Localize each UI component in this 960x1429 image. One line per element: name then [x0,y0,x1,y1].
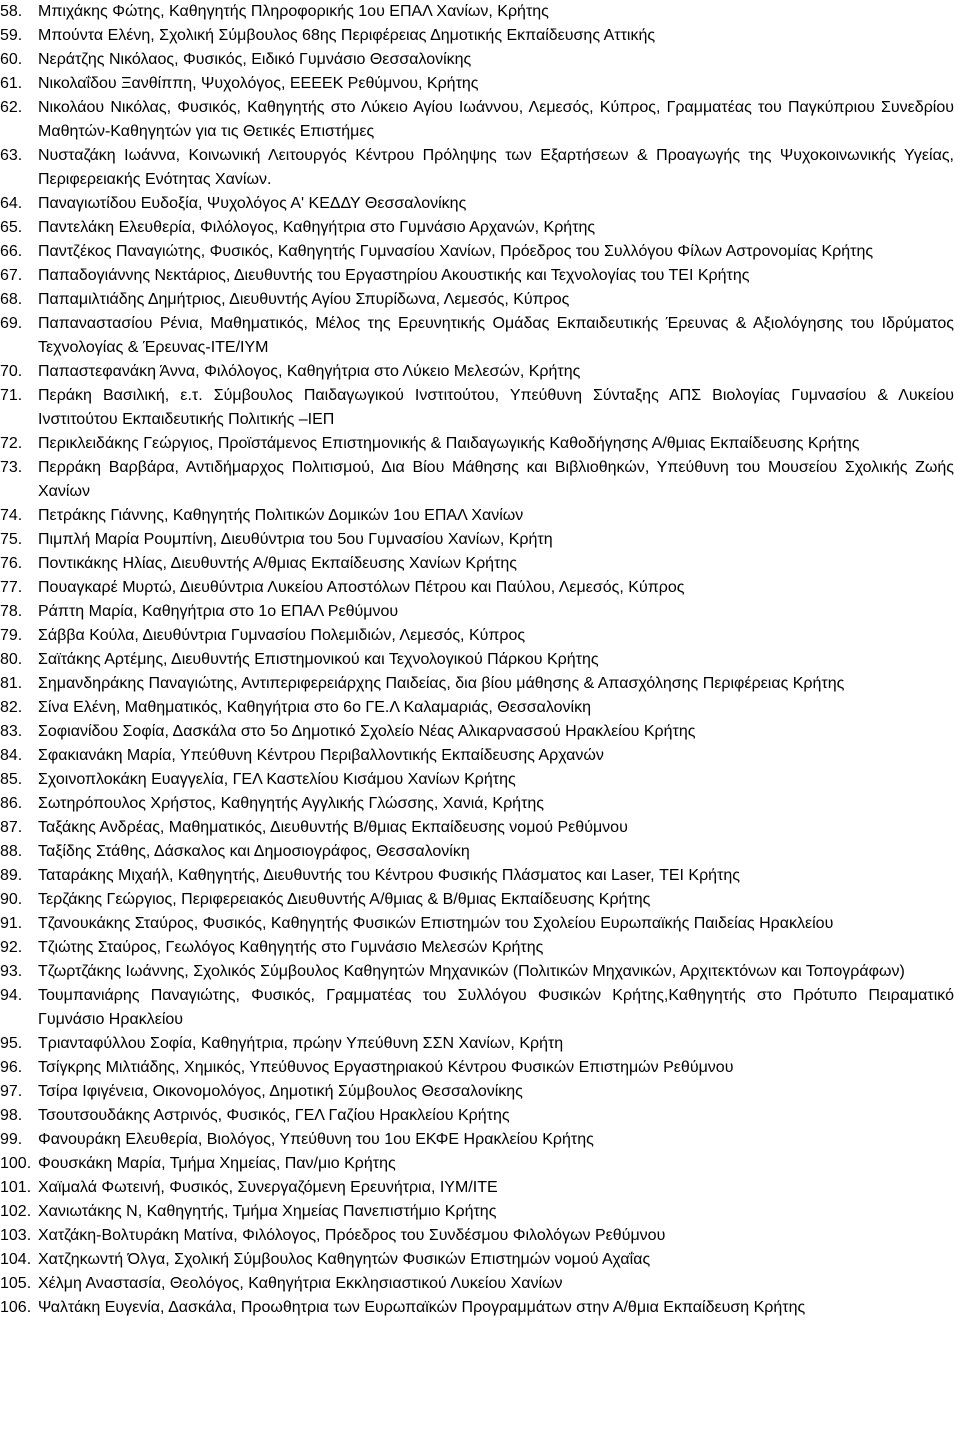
list-item [0,720,954,744]
list-item-text: Σοφιανίδου Σοφία, Δασκάλα στο 5ο Δημοτικό Σχολείο Νέας Αλικαρνασσού Ηρακλείου Κρήτης [38,723,696,740]
list-item-text: Χατζηκωντή Όλγα, Σχολική Σύμβουλος Καθηγητών Φυσικών Επιστημών νομού Αχαΐας [38,1251,651,1268]
list-item [0,744,954,768]
list-item [0,384,954,432]
list-item-number: 86. [0,795,23,812]
list-item [0,552,954,576]
list-item-number: 95. [0,1035,23,1052]
list-item [0,96,954,144]
list-item-text: Τζωρτζάκης Ιωάννης, Σχολικός Σύμβουλος Καθηγητών Μηχανικών (Πολιτικών Μηχανικών, Αρχιτεκτόνων και Τοπογράφων) [38,963,905,980]
list-item-number: 75. [0,531,23,548]
list-item [0,456,954,504]
list-item-text: Περράκη Βαρβάρα, Αντιδήμαρχος Πολιτισμού, Δια Βίου Μάθησης και Βιβλιοθηκών, Υπεύθυνη του Μουσείου Σχολικής Ζωής Χανίων [38,459,954,500]
list-item-text: Σχοινοπλοκάκη Ευαγγελία, ΓΕΛ Καστελίου Κισάμου Χανίων Κρήτης [38,771,516,788]
list-item [0,984,954,1032]
list-item [0,360,954,384]
list-item-number: 84. [0,747,23,764]
list-item [0,240,954,264]
list-item [0,936,954,960]
list-item-text: Τσίρα Ιφιγένεια, Οικονομολόγος, Δημοτική Σύμβουλος Θεσσαλονίκης [38,1083,523,1100]
list-item-number: 65. [0,219,23,236]
list-item [0,1032,954,1056]
list-item-number: 64. [0,195,23,212]
list-item-number: 106. [0,1299,32,1316]
list-item [0,1296,954,1320]
list-item-number: 105. [0,1275,32,1292]
list-item-text: Νικολάου Νικόλας, Φυσικός, Καθηγητής στο Λύκειο Αγίου Ιωάννου, Λεμεσός, Κύπρος, Γραμματέας του Παγκύπριου Συνεδρίου Μαθητών-Καθηγητών για τις Θετικές Επιστήμες [38,99,954,140]
list-item-number: 94. [0,987,23,1004]
list-item [0,504,954,528]
list-item-number: 99. [0,1131,23,1148]
list-item-number: 92. [0,939,23,956]
list-item-number: 67. [0,267,23,284]
list-item-text: Μπιχάκης Φώτης, Καθηγητής Πληροφορικής 1ου ΕΠΑΛ Χανίων, Κρήτης [38,3,549,20]
list-item-number: 61. [0,75,23,92]
list-item-number: 59. [0,27,23,44]
list-item-text: Ταξίδης Στάθης, Δάσκαλος και Δημοσιογράφος, Θεσσαλονίκη [38,843,470,860]
list-item-number: 102. [0,1203,32,1220]
list-item [0,960,954,984]
list-item-number: 89. [0,867,23,884]
list-item [0,1248,954,1272]
list-item-number: 79. [0,627,23,644]
list-item [0,48,954,72]
list-item-number: 77. [0,579,23,596]
list-item-number: 96. [0,1059,23,1076]
list-item-number: 90. [0,891,23,908]
list-item-number: 68. [0,291,23,308]
list-item [0,0,954,24]
list-item-text: Παπαμιλτιάδης Δημήτριος, Διευθυντής Αγίου Σπυρίδωνα, Λεμεσός, Κύπρος [38,291,570,308]
list-item-text: Σίνα Ελένη, Μαθηματικός, Καθηγήτρια στο 6ο ΓΕ.Λ Καλαμαριάς, Θεσσαλονίκη [38,699,591,716]
list-item [0,528,954,552]
list-item-text: Σφακιανάκη Μαρία, Υπεύθυνη Κέντρου Περιβαλλοντικής Εκπαίδευσης Αρχανών [38,747,604,764]
list-item [0,1080,954,1104]
list-item-text: Τσίγκρης Μιλτιάδης, Χημικός, Υπεύθυνος Εργαστηριακού Κέντρου Φυσικών Επιστημών Ρεθύμνου [38,1059,734,1076]
list-item-number: 72. [0,435,23,452]
list-item-number: 60. [0,51,23,68]
list-item-text: Νικολαΐδου Ξανθίππη, Ψυχολόγος, ΕΕΕΕΚ Ρεθύμνου, Κρήτης [38,75,479,92]
list-item-text: Φανουράκη Ελευθερία, Βιολόγος, Υπεύθυνη του 1ου ΕΚΦΕ Ηρακλείου Κρήτης [38,1131,594,1148]
list-item-number: 104. [0,1251,32,1268]
list-item-number: 82. [0,699,23,716]
list-item-text: Πιμπλή Μαρία Ρουμπίνη, Διευθύντρια του 5ου Γυμνασίου Χανίων, Κρήτη [38,531,553,548]
list-item [0,600,954,624]
list-item-number: 91. [0,915,23,932]
list-item [0,888,954,912]
list-item [0,312,954,360]
list-item-number: 69. [0,315,23,332]
list-item-text: Παπαστεφανάκη Άννα, Φιλόλογος, Καθηγήτρια στο Λύκειο Μελεσών, Κρήτης [38,363,581,380]
list-item-text: Παντζέκος Παναγιώτης, Φυσικός, Καθηγητής Γυμνασίου Χανίων, Πρόεδρος του Συλλόγου Φίλων Αστρονομίας Κρήτης [38,243,874,260]
list-item [0,192,954,216]
list-item-number: 66. [0,243,23,260]
list-item-number: 87. [0,819,23,836]
list-item-number: 63. [0,147,23,164]
list-item [0,1104,954,1128]
list-item [0,432,954,456]
list-item-text: Παναγιωτίδου Ευδοξία, Ψυχολόγος Α' ΚΕΔΔΥ Θεσσαλονίκης [38,195,467,212]
list-item-text: Νυσταζάκη Ιωάννα, Κοινωνική Λειτουργός Κέντρου Πρόληψης των Εξαρτήσεων & Προαγωγής της Ψυχοκοινωνικής Υγείας, Περιφερειακής Ενότητας Χανίων. [38,147,954,188]
list-item [0,1152,954,1176]
list-item [0,672,954,696]
list-item-text: Τουμπανιάρης Παναγιώτης, Φυσικός, Γραμματέας του Συλλόγου Φυσικών Κρήτης,Καθηγητής στο Πρότυπο Πειραματικό Γυμνάσιο Ηρακλείου [38,987,954,1028]
list-item-text: Τερζάκης Γεώργιος, Περιφερειακός Διευθυντής Α/θμιας & Β/θμιας Εκπαίδευσης Κρήτης [38,891,651,908]
list-item-number: 71. [0,387,23,404]
list-item-text: Περάκη Βασιλική, ε.τ. Σύμβουλος Παιδαγωγικού Ινστιτούτου, Υπεύθυνη Σύνταξης ΑΠΣ Βιολογίας Γυμνασίου & Λυκείου Ινστιτούτου Εκπαιδευτικής Πολιτικής –ΙΕΠ [38,387,954,428]
list-item-number: 88. [0,843,23,860]
list-item [0,1272,954,1296]
list-item [0,912,954,936]
list-item-text: Χαϊμαλά Φωτεινή, Φυσικός, Συνεργαζόμενη Ερευνήτρια, ΙΥΜ/ΙΤΕ [38,1179,498,1196]
list-item-text: Φουσκάκη Μαρία, Τμήμα Χημείας, Παν/μιο Κρήτης [38,1155,396,1172]
list-item-number: 93. [0,963,23,980]
list-item-number: 83. [0,723,23,740]
list-item [0,624,954,648]
list-item-text: Χανιωτάκης Ν, Καθηγητής, Τμήμα Χημείας Πανεπιστήμιο Κρήτης [38,1203,497,1220]
list-item [0,288,954,312]
list-item-number: 100. [0,1155,32,1172]
list-item [0,1056,954,1080]
list-item [0,768,954,792]
list-item-text: Ταταράκης Μιχαήλ, Καθηγητής, Διευθυντής του Κέντρου Φυσικής Πλάσματος και Laser, ΤΕΙ Κρήτης [38,867,740,884]
list-item-text: Ποντικάκης Ηλίας, Διευθυντής Α/θμιας Εκπαίδευσης Χανίων Κρήτης [38,555,517,572]
list-item-text: Ψαλτάκη Ευγενία, Δασκάλα, Προωθητρια των Ευρωπαϊκών Προγραμμάτων στην Α/θμια Εκπαίδευση Κρήτης [38,1299,806,1316]
list-item [0,864,954,888]
list-item-text: Πετράκης Γιάννης, Καθηγητής Πολιτικών Δομικών 1ου ΕΠΑΛ Χανίων [38,507,524,524]
list-item [0,72,954,96]
list-item [0,816,954,840]
list-item-text: Σωτηρόπουλος Χρήστος, Καθηγητής Αγγλικής Γλώσσης, Χανιά, Κρήτης [38,795,544,812]
list-item-number: 76. [0,555,23,572]
list-item [0,840,954,864]
list-item [0,1176,954,1200]
list-item-text: Περικλειδάκης Γεώργιος, Προϊστάμενος Επιστημονικής & Παιδαγωγικής Καθοδήγησης Α/θμιας Εκπαίδευσης Κρήτης [38,435,860,452]
list-item-text: Ράπτη Μαρία, Καθηγήτρια στο 1ο ΕΠΑΛ Ρεθύμνου [38,603,399,620]
list-item [0,792,954,816]
list-item-text: Νεράτζης Νικόλαος, Φυσικός, Ειδικό Γυμνάσιο Θεσσαλονίκης [38,51,472,68]
list-item-text: Πουαγκαρέ Μυρτώ, Διευθύντρια Λυκείου Αποστόλων Πέτρου και Παύλου, Λεμεσός, Κύπρος [38,579,685,596]
list-item-text: Τζανουκάκης Σταύρος, Φυσικός, Καθηγητής Φυσικών Επιστημών του Σχολείου Ευρωπαϊκής Παιδείας Ηρακλείου [38,915,834,932]
list-item-text: Χατζάκη-Βολτυράκη Ματίνα, Φιλόλογος, Πρόεδρος του Συνδέσμου Φιλολόγων Ρεθύμνου [38,1227,666,1244]
list-item-number: 98. [0,1107,23,1124]
list-item-text: Ταξάκης Ανδρέας, Μαθηματικός, Διευθυντής Β/θμιας Εκπαίδευσης νομού Ρεθύμνου [38,819,628,836]
list-item-text: Τζιώτης Σταύρος, Γεωλόγος Καθηγητής στο Γυμνάσιο Μελεσών Κρήτης [38,939,544,956]
list-item [0,264,954,288]
list-item-text: Τσουτσουδάκης Αστρινός, Φυσικός, ΓΕΛ Γαζίου Ηρακλείου Κρήτης [38,1107,510,1124]
list-item-number: 62. [0,99,23,116]
list-item-text: Μπούντα Ελένη, Σχολική Σύμβουλος 68ης Περιφέρειας Δημοτικής Εκπαίδευσης Αττικής [38,27,656,44]
list-item-text: Τριανταφύλλου Σοφία, Καθηγήτρια, πρώην Υπεύθυνη ΣΣΝ Χανίων, Κρήτη [38,1035,564,1052]
list-item-number: 85. [0,771,23,788]
list-item [0,144,954,192]
list-item [0,1128,954,1152]
list-item-text: Χέλμη Αναστασία, Θεολόγος, Καθηγήτρια Εκκλησιαστικού Λυκείου Χανίων [38,1275,563,1292]
list-item-number: 70. [0,363,23,380]
list-item-number: 78. [0,603,23,620]
list-item-number: 97. [0,1083,23,1100]
list-item-number: 101. [0,1179,32,1196]
list-item-number: 81. [0,675,23,692]
list-item-text: Παντελάκη Ελευθερία, Φιλόλογος, Καθηγήτρια στο Γυμνάσιο Αρχανών, Κρήτης [38,219,596,236]
list-item-text: Σημανδηράκης Παναγιώτης, Αντιπεριφερειάρχης Παιδείας, δια βίου μάθησης & Απασχόλησης Περιφέρειας Κρήτης [38,675,845,692]
list-item-number: 80. [0,651,23,668]
list-item [0,696,954,720]
list-item-number: 73. [0,459,23,476]
list-item [0,216,954,240]
list-item-text: Παπαδογιάννης Νεκτάριος, Διευθυντής του Εργαστηρίου Ακουστικής και Τεχνολογίας του ΤΕΙ Κρήτης [38,267,750,284]
list-item-text: Σαϊτάκης Αρτέμης, Διευθυντής Επιστημονικού και Τεχνολογικού Πάρκου Κρήτης [38,651,599,668]
list-item-number: 103. [0,1227,32,1244]
list-item [0,576,954,600]
list-item [0,1224,954,1248]
list-item [0,24,954,48]
list-item-number: 58. [0,3,23,20]
list-item [0,1200,954,1224]
list-item-text: Σάββα Κούλα, Διευθύντρια Γυμνασίου Πολεμιδιών, Λεμεσός, Κύπρος [38,627,526,644]
list-item [0,648,954,672]
list-item-text: Παπαναστασίου Ρένια, Μαθηματικός, Μέλος της Ερευνητικής Ομάδας Εκπαιδευτικής Έρευνας & Αξιολόγησης του Ιδρύματος Τεχνολογίας & Έρευνας-ΙΤΕ/ΙΥΜ [38,315,954,356]
list-item-number: 74. [0,507,23,524]
